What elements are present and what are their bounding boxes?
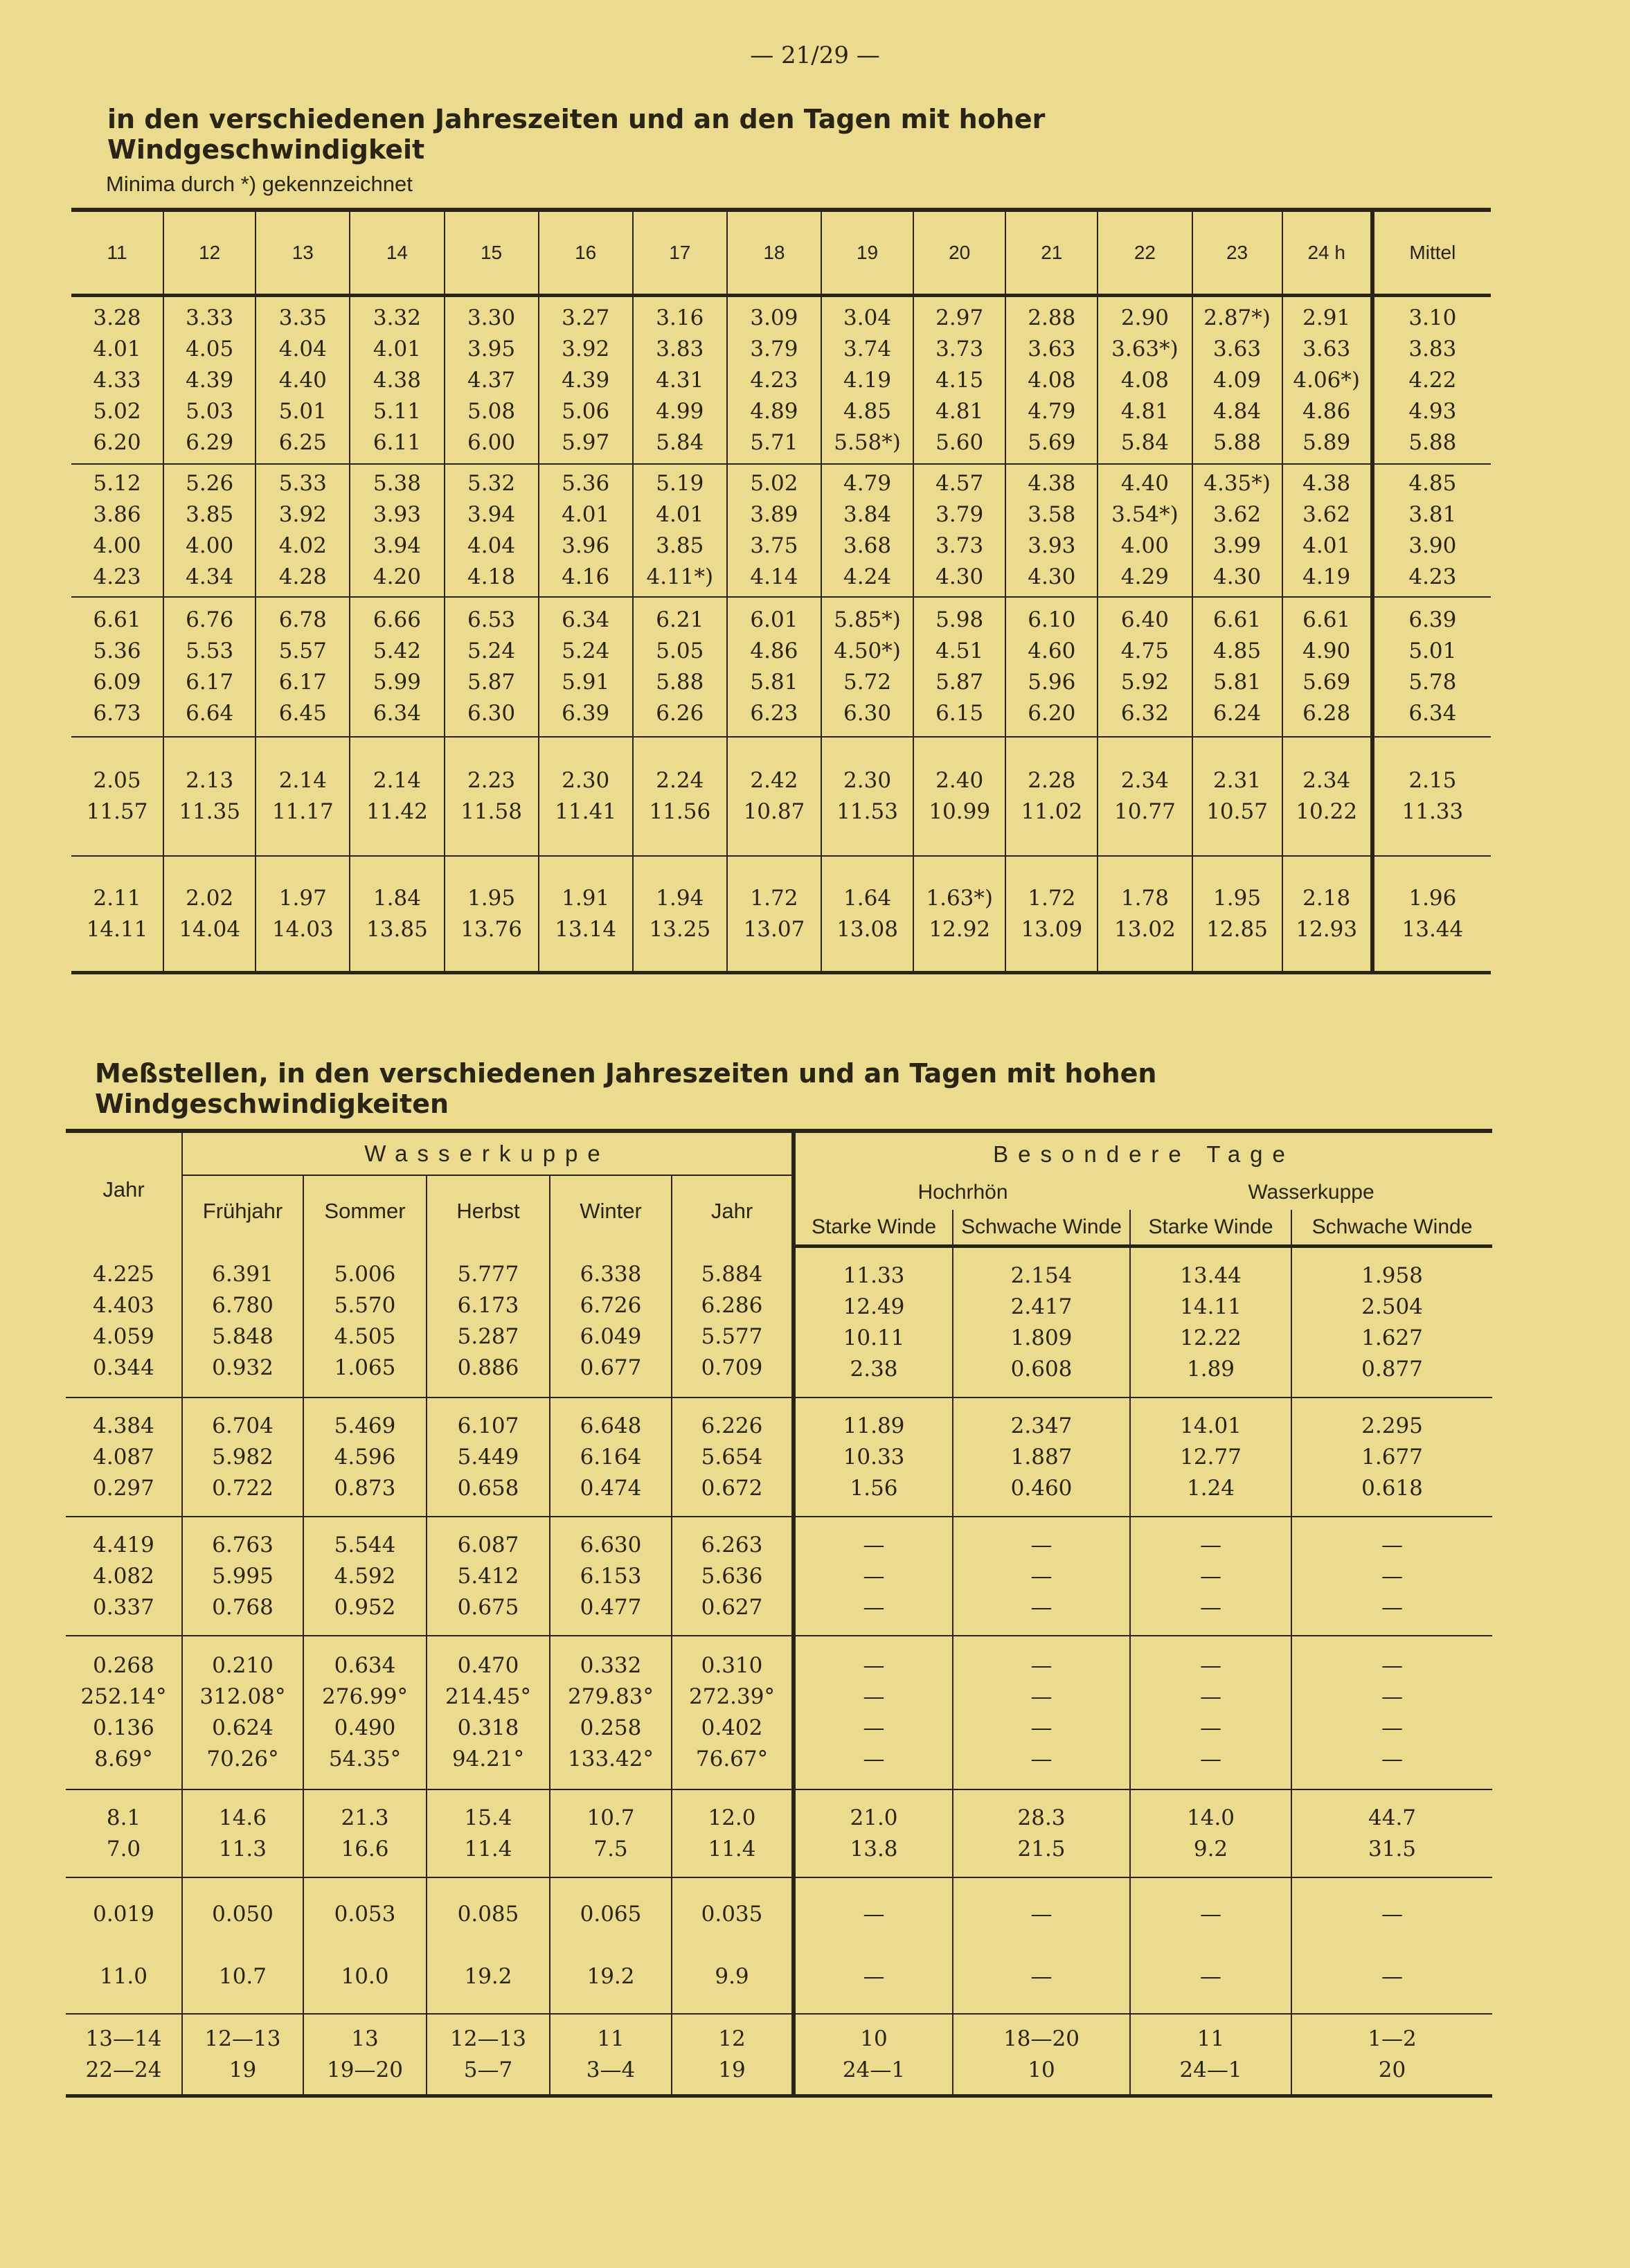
special-day-cell: 2.295 1.677 0.618: [1291, 1398, 1492, 1517]
hour-header: 17: [633, 210, 727, 296]
special-day-cell: 11 24—1: [1130, 2014, 1291, 2096]
hourly-cell: 5.02 3.89 3.75 4.14: [727, 464, 821, 597]
station-cell: 5.544 4.592 0.952: [303, 1517, 427, 1636]
hourly-cell: 6.61 4.85 5.81 6.24: [1192, 597, 1282, 737]
mittel-cell: 2.15 11.33: [1372, 737, 1491, 856]
station-row: [66, 1877, 1492, 2014]
hourly-cell: 1.72 13.07: [727, 856, 821, 973]
hourly-cell: 2.02 14.04: [163, 856, 256, 973]
jahr-left-header: Jahr: [102, 1177, 145, 1202]
hourly-cell: 3.35 4.04 4.40 5.01 6.25: [256, 296, 350, 465]
hourly-cell: 2.11 14.11: [86, 885, 148, 942]
hourly-cell: 1.64 13.08: [821, 856, 913, 973]
hour-header: 18: [727, 210, 821, 296]
hourly-cell: 2.90 3.63*) 4.08 4.81 5.84: [1098, 296, 1192, 465]
season-header: Frühjahr: [182, 1175, 303, 1247]
special-day-cell: — — — —: [1291, 1636, 1492, 1789]
hour-header: 11: [71, 210, 163, 296]
station-cell: 0.470 214.45° 0.318 94.21°: [427, 1636, 550, 1789]
station-row: [66, 1398, 1492, 1517]
station-cell: 6.338 6.726 6.049 0.677: [550, 1247, 672, 1398]
mittel-header: Mittel: [1372, 210, 1491, 296]
station-cell: 0.332 279.83° 0.258 133.42°: [550, 1636, 672, 1789]
hourly-cell: 2.23 11.58: [445, 737, 539, 856]
special-day-cell: — — — —: [953, 1636, 1130, 1789]
hourly-cell: 2.24 11.56: [633, 737, 727, 856]
hourly-cell: 6.21 5.05 5.88 6.26: [633, 597, 727, 737]
special-day-cell: 13.44 14.11 12.22 1.89: [1130, 1247, 1291, 1398]
mittel-cell: 1.96 13.44: [1372, 856, 1491, 973]
special-day-cell: — — —: [953, 1517, 1130, 1636]
station-cell: 0.035 9.9: [672, 1877, 794, 2014]
station-cell: 10.7 7.5: [550, 1789, 672, 1877]
special-day-cell: 1—2 20: [1291, 2014, 1492, 2096]
station-cell: 0.268 252.14° 0.136 8.69°: [66, 1636, 182, 1789]
mittel-cell: 6.39 5.01 5.78 6.34: [1372, 597, 1491, 737]
hourly-cell: 6.01 4.86 5.81 6.23: [727, 597, 821, 737]
station-cell: 0.210 312.08° 0.624 70.26°: [182, 1636, 303, 1789]
special-day-cell: 21.0 13.8: [794, 1789, 953, 1877]
hourly-cell: 1.94 13.25: [633, 856, 727, 973]
hourly-cell: 5.85*) 4.50*) 5.72 6.30: [821, 597, 913, 737]
hourly-cell: 5.26 3.85 4.00 4.34: [163, 464, 256, 597]
hour-header: 20: [913, 210, 1005, 296]
hourly-cell: 5.36 4.01 3.96 4.16: [539, 464, 633, 597]
hourly-cell: 3.16 3.83 4.31 4.99 5.84: [633, 296, 727, 465]
station-cell: 12—13 5—7: [427, 2014, 550, 2096]
hour-header: 13: [256, 210, 350, 296]
hour-header: 19: [821, 210, 913, 296]
station-cell: 4.384 4.087 0.297: [66, 1398, 182, 1517]
hourly-cell: 6.66 5.42 5.99 6.34: [350, 597, 444, 737]
station-cell: 6.087 5.412 0.675: [427, 1517, 550, 1636]
hourly-cell: 2.88 3.63 4.08 4.79 5.69: [1005, 296, 1098, 465]
station-cell: 6.391 6.780 5.848 0.932: [182, 1247, 303, 1398]
season-header: Winter: [550, 1175, 672, 1247]
hourly-wind-table: [71, 208, 1491, 974]
hourly-cell: 6.61 5.36 6.09 6.73: [71, 597, 163, 737]
station-cell: 12—13 19: [182, 2014, 303, 2096]
special-day-cell: 18—20 10: [953, 2014, 1130, 2096]
hourly-cell: 2.42 10.87: [727, 737, 821, 856]
special-day-cell: — — —: [1291, 1517, 1492, 1636]
wasserkuppe2-header: Wasserkuppe: [1248, 1181, 1374, 1204]
special-day-cell: 2.347 1.887 0.460: [953, 1398, 1130, 1517]
station-cell: 14.6 11.3: [182, 1789, 303, 1877]
section1-title-line1: in den verschiedenen Jahreszeiten und an den Tagen mit hoher: [107, 104, 1046, 134]
hourly-cell: 3.32 4.01 4.38 5.11 6.11: [350, 296, 444, 465]
hourly-cell: 1.72 13.09: [1005, 856, 1098, 973]
hourly-group-row: [71, 464, 1491, 597]
hourly-cell: 6.53 5.24 5.87 6.30: [445, 597, 539, 737]
station-row: [66, 2014, 1492, 2096]
station-cell: 13—14 22—24: [85, 2026, 162, 2082]
station-cell: 6.630 6.153 0.477: [550, 1517, 672, 1636]
hourly-cell: 1.91 13.14: [539, 856, 633, 973]
hourly-cell: 2.18 12.93: [1282, 856, 1372, 973]
hour-header: 15: [445, 210, 539, 296]
hourly-cell: 4.35*) 3.62 3.99 4.30: [1192, 464, 1282, 597]
section2-title: [95, 1058, 1156, 1119]
hourly-cell: 3.04 3.74 4.19 4.85 5.58*): [821, 296, 913, 465]
hourly-cell: 5.12 3.86 4.00 4.23: [71, 464, 163, 597]
hourly-cell: 5.38 3.93 3.94 4.20: [350, 464, 444, 597]
hourly-cell: 2.30 11.53: [821, 737, 913, 856]
hourly-cell: 2.34 10.77: [1098, 737, 1192, 856]
hourly-cell: 4.57 3.79 3.73 4.30: [913, 464, 1005, 597]
station-cell: 0.019 11.0: [66, 1877, 182, 2014]
hour-header: 16: [539, 210, 633, 296]
wind-type-header: Schwache Winde: [1291, 1210, 1492, 1247]
station-cell: 6.648 6.164 0.474: [550, 1398, 672, 1517]
hourly-cell: 4.79 3.84 3.68 4.24: [821, 464, 913, 597]
mittel-cell: 4.85 3.81 3.90 4.23: [1372, 464, 1491, 597]
station-cell: 11 3—4: [550, 2014, 672, 2096]
station-cell: 6.763 5.995 0.768: [182, 1517, 303, 1636]
special-day-cell: 11.33 12.49 10.11 2.38: [794, 1247, 953, 1398]
hochrhoen-header: Hochrhön: [794, 1175, 1130, 1210]
station-wind-table: [66, 1129, 1492, 2098]
special-day-cell: 14.01 12.77 1.24: [1130, 1398, 1291, 1517]
hourly-cell: 6.78 5.57 6.17 6.45: [256, 597, 350, 737]
station-cell: 0.053 10.0: [303, 1877, 427, 2014]
hourly-cell: 1.95 13.76: [445, 856, 539, 973]
hourly-cell: 5.98 4.51 5.87 6.15: [913, 597, 1005, 737]
wind-type-header: Starke Winde: [1130, 1210, 1291, 1247]
hourly-cell: 1.84 13.85: [350, 856, 444, 973]
station-cell: 4.225 4.403 4.059 0.344: [66, 1247, 182, 1398]
special-day-cell: 28.3 21.5: [953, 1789, 1130, 1877]
hourly-cell: 1.78 13.02: [1098, 856, 1192, 973]
hourly-cell: 1.63*) 12.92: [913, 856, 1005, 973]
station-cell: 0.050 10.7: [182, 1877, 303, 2014]
special-day-cell: — —: [1130, 1877, 1291, 2014]
station-cell: 6.263 5.636 0.627: [672, 1517, 794, 1636]
special-day-cell: 10 24—1: [794, 2014, 953, 2096]
hourly-cell: 2.40 10.99: [913, 737, 1005, 856]
hourly-cell: 3.09 3.79 4.23 4.89 5.71: [727, 296, 821, 465]
hourly-cell: 6.40 4.75 5.92 6.32: [1098, 597, 1192, 737]
hourly-cell: 2.14 11.17: [256, 737, 350, 856]
station-cell: 13 19—20: [303, 2014, 427, 2096]
hourly-cell: 3.28 4.01 4.33 5.02 6.20: [71, 296, 163, 465]
station-cell: 12 19: [672, 2014, 794, 2096]
hour-header: 22: [1098, 210, 1192, 296]
hour-header: 12: [163, 210, 256, 296]
hourly-cell: 2.31 10.57: [1192, 737, 1282, 856]
hourly-cell: 1.95 12.85: [1192, 856, 1282, 973]
special-day-cell: — — —: [794, 1517, 953, 1636]
hourly-cell: 5.33 3.92 4.02 4.28: [256, 464, 350, 597]
hourly-group-row: [71, 737, 1491, 856]
page-number: — 21/29 —: [750, 42, 880, 69]
hourly-cell: 3.27 3.92 4.39 5.06 5.97: [539, 296, 633, 465]
hourly-cell: 3.33 4.05 4.39 5.03 6.29: [163, 296, 256, 465]
season-header: Sommer: [303, 1175, 427, 1247]
season-header: Jahr: [672, 1175, 794, 1247]
hourly-cell: 3.30 3.95 4.37 5.08 6.00: [445, 296, 539, 465]
station-cell: 0.085 19.2: [427, 1877, 550, 2014]
special-day-cell: 14.0 9.2: [1130, 1789, 1291, 1877]
hourly-cell: 2.28 11.02: [1005, 737, 1098, 856]
station-cell: 4.419 4.082 0.337: [66, 1517, 182, 1636]
section2-title-line1: Meßstellen, in den verschiedenen Jahreszeiten und an Tagen mit hohen: [95, 1058, 1157, 1089]
hour-header: 14: [350, 210, 444, 296]
station-row: [66, 1517, 1492, 1636]
section2-title-line2: Windgeschwindigkeiten: [95, 1089, 449, 1119]
special-day-cell: — — —: [1130, 1517, 1291, 1636]
station-row: [66, 1789, 1492, 1877]
station-row: [66, 1636, 1492, 1789]
special-day-cell: — —: [1291, 1877, 1492, 2014]
hourly-cell: 2.05 11.57: [71, 737, 163, 856]
hourly-cell: 4.40 3.54*) 4.00 4.29: [1098, 464, 1192, 597]
hourly-group-row: [71, 296, 1491, 465]
hourly-cell: 2.13 11.35: [163, 737, 256, 856]
station-cell: 5.469 4.596 0.873: [303, 1398, 427, 1517]
hourly-cell: 4.38 3.62 4.01 4.19: [1282, 464, 1372, 597]
hourly-cell: 2.97 3.73 4.15 4.81 5.60: [913, 296, 1005, 465]
hourly-cell: 2.91 3.63 4.06*) 4.86 5.89: [1282, 296, 1372, 465]
hourly-group-row: [71, 597, 1491, 737]
special-day-cell: — — — —: [794, 1636, 953, 1789]
section1-title: [107, 104, 1045, 165]
special-day-cell: 2.154 2.417 1.809 0.608: [953, 1247, 1130, 1398]
hourly-cell: 2.30 11.41: [539, 737, 633, 856]
season-header: Herbst: [427, 1175, 550, 1247]
hourly-cell: 5.19 4.01 3.85 4.11*): [633, 464, 727, 597]
hour-header: 23: [1192, 210, 1282, 296]
station-cell: 5.884 6.286 5.577 0.709: [672, 1247, 794, 1398]
section1-title-line2: Windgeschwindigkeit: [107, 134, 425, 165]
hourly-group-row: [71, 856, 1491, 973]
hour-header: 21: [1005, 210, 1098, 296]
special-day-cell: — —: [953, 1877, 1130, 2014]
station-cell: 6.226 5.654 0.672: [672, 1398, 794, 1517]
station-cell: 15.4 11.4: [427, 1789, 550, 1877]
hourly-cell: 2.34 10.22: [1282, 737, 1372, 856]
special-day-cell: — — — —: [1130, 1636, 1291, 1789]
special-day-cell: 11.89 10.33 1.56: [794, 1398, 953, 1517]
hourly-cell: 6.10 4.60 5.96 6.20: [1005, 597, 1098, 737]
hourly-cell: 4.38 3.58 3.93 4.30: [1005, 464, 1098, 597]
station-cell: 12.0 11.4: [672, 1789, 794, 1877]
hourly-cell: 5.32 3.94 4.04 4.18: [445, 464, 539, 597]
hourly-cell: 1.97 14.03: [256, 856, 350, 973]
station-cell: 0.065 19.2: [550, 1877, 672, 2014]
station-cell: 5.777 6.173 5.287 0.886: [427, 1247, 550, 1398]
station-cell: 0.310 272.39° 0.402 76.67°: [672, 1636, 794, 1789]
special-day-cell: 1.958 2.504 1.627 0.877: [1291, 1247, 1492, 1398]
hourly-cell: 2.87*) 3.63 4.09 4.84 5.88: [1192, 296, 1282, 465]
station-cell: 5.006 5.570 4.505 1.065: [303, 1247, 427, 1398]
hour-header: 24 h: [1282, 210, 1372, 296]
wind-type-header: Starke Winde: [794, 1210, 953, 1247]
wasserkuppe-header: Wasserkuppe: [182, 1131, 794, 1175]
station-cell: 21.3 16.6: [303, 1789, 427, 1877]
hourly-cell: 6.34 5.24 5.91 6.39: [539, 597, 633, 737]
special-day-cell: 44.7 31.5: [1291, 1789, 1492, 1877]
special-day-cell: — —: [794, 1877, 953, 2014]
hour-header-row: [71, 210, 1491, 296]
station-row: [66, 1247, 1492, 1398]
station-cell: 0.634 276.99° 0.490 54.35°: [303, 1636, 427, 1789]
station-cell: 6.704 5.982 0.722: [182, 1398, 303, 1517]
station-cell: 8.1 7.0: [66, 1789, 182, 1877]
mittel-cell: 3.10 3.83 4.22 4.93 5.88: [1372, 296, 1491, 465]
hourly-cell: 6.61 4.90 5.69 6.28: [1282, 597, 1372, 737]
wind-type-header: Schwache Winde: [953, 1210, 1130, 1247]
besondere-tage-header: Besondere Tage: [794, 1131, 1492, 1175]
station-cell: 6.107 5.449 0.658: [427, 1398, 550, 1517]
hourly-cell: 2.14 11.42: [350, 737, 444, 856]
hourly-cell: 6.76 5.53 6.17 6.64: [163, 597, 256, 737]
section1-subtitle: Minima durch *) gekennzeichnet: [106, 172, 413, 196]
